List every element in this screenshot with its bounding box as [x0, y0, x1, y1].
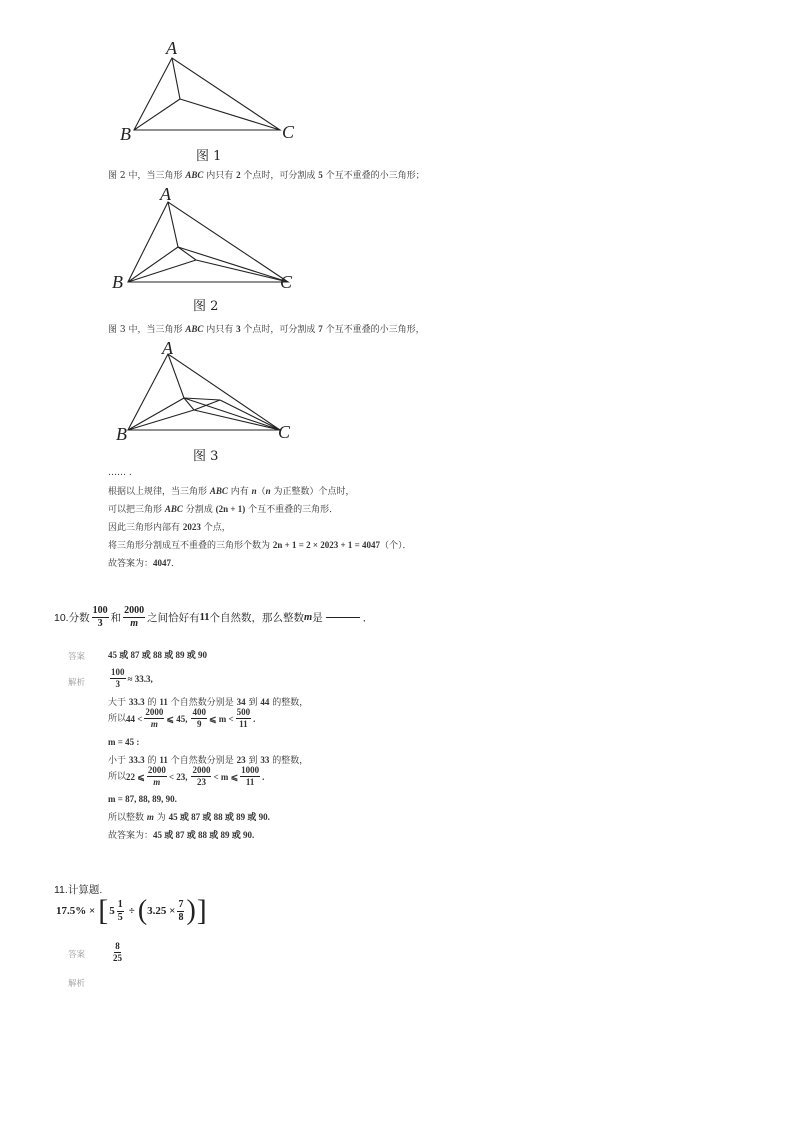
vertex-b-label: B — [116, 424, 127, 444]
vertex-a-label: A — [162, 338, 173, 358]
analysis-label: 解析 — [68, 677, 86, 687]
figure-2-description: 图 2 中，当三角形 ABC 内只有 2 个点时，可分割成 5 个互不重叠的小三角形； — [108, 170, 425, 181]
vertex-a-label: A — [166, 38, 177, 58]
vertex-b-label: B — [120, 124, 131, 144]
solution-line-5: 故答案为：4047． — [108, 558, 181, 569]
ellipsis: …… . — [108, 468, 132, 478]
analysis-step-4: m = 45 : — [108, 737, 140, 747]
answer-value: $\frac{8}{25}$ — [113, 941, 122, 963]
vertex-a-label: A — [160, 184, 171, 204]
vertex-c-label: C — [280, 272, 293, 292]
analysis-step-5: 小于 33.3 的 11 个自然数分别是 23 到 33 的整数， — [108, 755, 309, 766]
analysis-step-1: $\frac{100}{3}$ ≈ 33.3, — [111, 667, 153, 689]
answer-label: 答案 — [68, 651, 86, 661]
analysis-step-2: 大于 33.3 的 11 个自然数分别是 34 到 44 的整数， — [108, 697, 309, 708]
vertex-c-label: C — [282, 122, 295, 142]
figure-1-caption: 图 1 — [196, 149, 222, 164]
figure-3-caption: 图 3 — [193, 449, 219, 464]
question-number: 11. — [54, 884, 68, 896]
solution-line-1: 根据以上规律，当三角形 ABC 内有 n（n 为正整数）个点时， — [108, 486, 355, 497]
vertex-b-label: B — [112, 272, 123, 292]
answer-label: 答案 — [68, 949, 86, 959]
solution-line-4: 将三角形分割成互不重叠的三角形个数为 2n + 1 = 2 × 2023 + 1 = 4047（个）． — [108, 540, 412, 551]
solution-line-3: 因此三角形内部有 2023 个点， — [108, 522, 231, 533]
analysis-step-8: 所以整数 m 为 45 或 87 或 88 或 89 或 90. — [108, 812, 270, 823]
analysis-step-6: 所以 22 ⩽ $\frac{2000}{m}$ < 23, $\frac{2000}{23}$ < m ⩽ $\frac{1000}{11}$ . — [108, 765, 265, 787]
figure-2-caption: 图 2 — [193, 299, 219, 314]
answer-blank — [326, 617, 360, 618]
figure-3 — [104, 336, 314, 446]
question-11: 11.计算题. — [54, 884, 103, 896]
vertex-c-label: C — [278, 422, 291, 442]
answer-value: 45 或 87 或 88 或 89 或 90 — [108, 650, 208, 660]
analysis-label: 解析 — [68, 978, 86, 988]
figure-2 — [104, 180, 314, 300]
analysis-step-3: 所以 44 < $\frac{2000}{m}$ ⩽ 45, $\frac{400}{9}$ ⩽ m < $\frac{500}{11}$ . — [108, 707, 256, 729]
solution-line-2: 可以把三角形 ABC 分割成 (2n + 1) 个互不重叠的三角形． — [108, 504, 339, 515]
analysis-step-7: m = 87, 88, 89, 90. — [108, 794, 177, 804]
figure-3-description: 图 3 中，当三角形 ABC 内只有 3 个点时，可分割成 7 个互不重叠的小三角形， — [108, 324, 425, 335]
question-10: 10. 分数 $\frac{100}{3}$ 和 $\frac{2000}{m}$ 之间恰好有 11 个自然数，那么整数 m 是 ． — [54, 605, 374, 629]
question-number: 10. — [54, 611, 69, 624]
analysis-step-9: 故答案为：45 或 87 或 88 或 89 或 90. — [108, 830, 255, 841]
expression: 17.5% × [ 5 $\frac{1}{5}$ ÷ ( 3.25 × $\frac{7}{8}$ ) ] — [56, 894, 207, 927]
